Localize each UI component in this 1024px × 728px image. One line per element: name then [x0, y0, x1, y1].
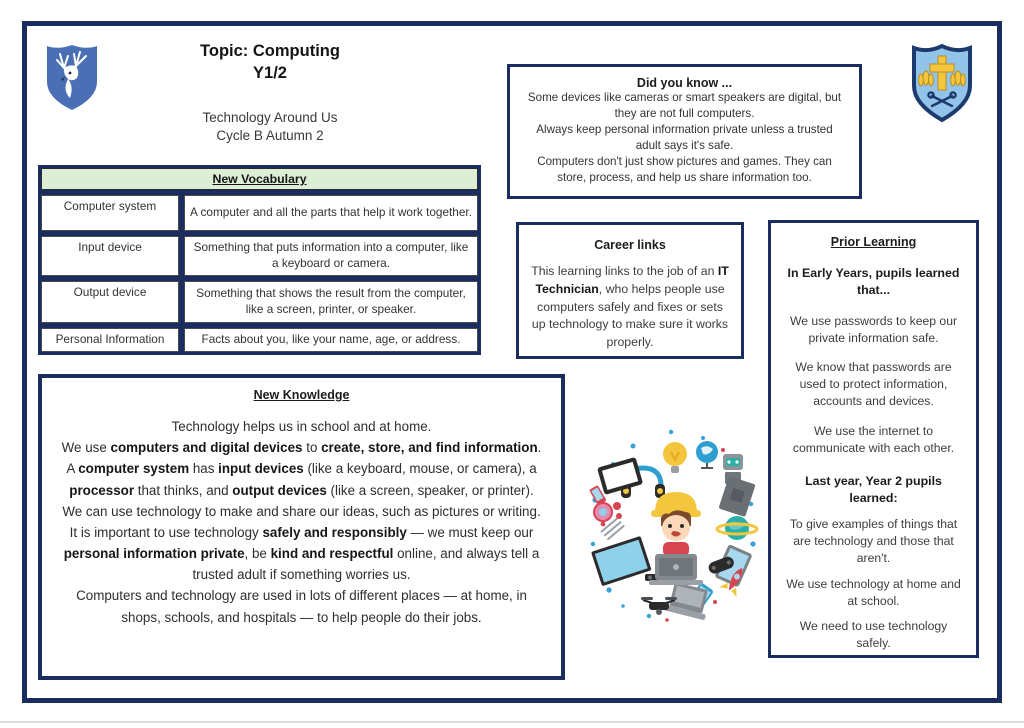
school-crest-logo [908, 40, 976, 129]
prior-learning-item: We use technology at home and at school. [786, 576, 961, 608]
did-you-know-fact: Computers don't just show pictures and games. They can store, process, and help us share information too. [537, 154, 832, 184]
did-you-know-title: Did you know ... [636, 76, 733, 90]
knowledge-line: It is important to use technology safely and responsibly — we must keep our personal information private, be kind and respectful online, and always tell a trusted adult if something worries us. [63, 524, 540, 583]
topic-title-line1: Topic: Computing [200, 42, 340, 60]
prior-learning-title: Prior Learning [830, 235, 917, 249]
knowledge-line: We use computers and digital devices to create, store, and find information. [61, 440, 542, 456]
prior-learning-item: We use the internet to communicate with each other. [792, 423, 955, 455]
knowledge-line: We can use technology to make and share our ideas, such as pictures or writing. [62, 503, 541, 519]
stag-shield-icon [44, 42, 100, 112]
prior-learning-item: We know that passwords are used to protect information, accounts and devices. [795, 360, 952, 409]
did-you-know-fact: Always keep personal information private unless a trusted adult says it's safe. [536, 122, 833, 152]
prior-learning-heading: Last year, Year 2 pupils learned: [805, 473, 942, 505]
vocab-term: Computer system [41, 195, 179, 231]
vocabulary-table-title: New Vocabulary [41, 168, 478, 190]
vocab-definition: A computer and all the parts that help it work together. [184, 195, 478, 231]
prior-learning-heading: In Early Years, pupils learned that... [787, 266, 960, 298]
knowledge-line: Technology helps us in school and at home. [171, 419, 432, 434]
career-links-box [516, 222, 744, 359]
prior-learning-item: To give examples of things that are technology and those that aren't. [789, 517, 958, 565]
knowledge-line: A computer system has input devices (like a keyboard, mouse, or camera), a processor that thinks, and output devices (like a screen, speaker, or printer). [66, 461, 537, 498]
new-knowledge-box [38, 374, 565, 680]
career-links-body: This learning links to the job of an IT Technician, who helps people use computers safely and fixes or sets up technology to make sure it works properly. [531, 264, 729, 350]
prior-learning-item: We need to use technology safely. [799, 619, 948, 651]
vocabulary-rows [41, 195, 478, 352]
topic-title-line2: Y1/2 [253, 64, 287, 83]
prior-learning-box [768, 220, 979, 658]
window-bottom-divider [0, 721, 1024, 723]
technology-circle-icon [583, 424, 769, 630]
new-knowledge-body [58, 416, 545, 628]
school-crest-icon [908, 40, 976, 124]
did-you-know-fact: Some devices like cameras or smart speakers are digital, but they are not full computers. [527, 91, 842, 120]
did-you-know-box [507, 64, 862, 199]
vocab-definition: Something that shows the result from the computer, like a screen, printer, or speaker. [184, 281, 478, 323]
new-knowledge-title: New Knowledge [253, 388, 350, 402]
prior-learning-item: We use passwords to keep our private information safe. [789, 313, 958, 345]
stag-shield-logo [44, 42, 100, 117]
cycle-term: Cycle B Autumn 2 [216, 128, 324, 144]
career-links-title: Career links [594, 238, 666, 252]
vocab-term: Output device [41, 281, 179, 323]
vocab-definition: Something that puts information into a computer, like a keyboard or camera. [184, 236, 478, 276]
vocab-term: Input device [41, 236, 179, 276]
new-vocabulary-table [38, 165, 481, 355]
vocab-term: Personal Information [41, 328, 179, 352]
technology-clipart-image [583, 424, 769, 635]
header-title-block [120, 40, 420, 146]
topic-subtitle [120, 109, 420, 147]
unit-name: Technology Around Us [202, 109, 338, 125]
knowledge-line: Computers and technology are used in lots of different places — at home, in shops, schools, and hospitals — to help people do their jobs. [76, 588, 527, 625]
vocab-definition: Facts about you, like your name, age, or address. [184, 328, 478, 352]
